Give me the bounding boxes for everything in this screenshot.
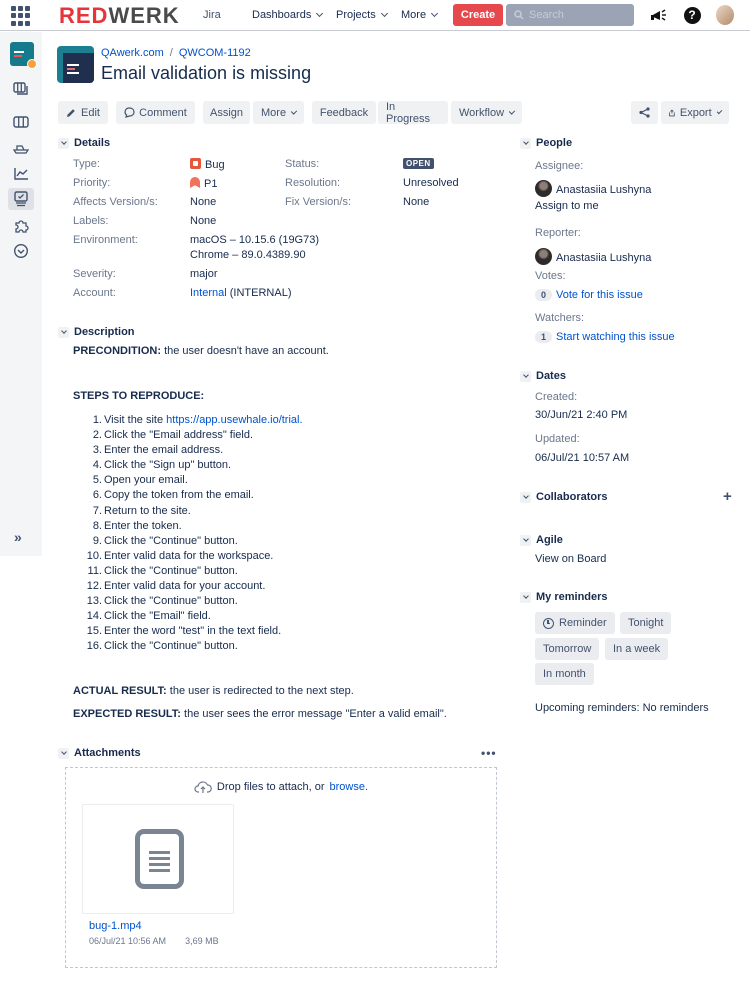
affects-version-label: Affects Version/s: bbox=[73, 196, 158, 208]
chevron-down-icon bbox=[58, 138, 69, 149]
search-box[interactable] bbox=[506, 4, 634, 26]
attachment-date: 06/Jul/21 10:56 AM bbox=[89, 936, 167, 946]
project-avatar[interactable] bbox=[57, 46, 94, 83]
top-navigation bbox=[0, 0, 750, 31]
feedback-button[interactable]: Feedback bbox=[312, 101, 376, 124]
environment-line-1: macOS – 10.15.6 (19G73) bbox=[190, 234, 320, 246]
step-item: 1. Visit the site https://app.usewhale.io/trial. bbox=[92, 414, 303, 426]
attachments-more-options-icon[interactable]: ••• bbox=[481, 746, 497, 760]
account-link[interactable]: Internal bbox=[190, 287, 227, 299]
chevron-down-icon bbox=[58, 748, 69, 759]
step-item: 11. Click the "Continue" button. bbox=[87, 564, 238, 577]
browse-link[interactable]: browse. bbox=[329, 781, 369, 793]
reminder-week-button[interactable]: In a week bbox=[605, 638, 668, 660]
attachment-thumbnail[interactable] bbox=[82, 804, 234, 914]
precondition: PRECONDITION: the user doesn't have an account. bbox=[73, 345, 329, 357]
export-icon bbox=[669, 107, 675, 119]
chevron-down-icon bbox=[520, 371, 531, 382]
expand-sidebar-button[interactable]: » bbox=[14, 529, 22, 545]
edit-button[interactable]: Edit bbox=[58, 101, 108, 124]
attachment-file-link[interactable]: bug-1.mp4 bbox=[89, 920, 142, 932]
step-item: 4. Click the "Sign up" button. bbox=[92, 459, 232, 472]
step-item: 5. Open your email. bbox=[92, 474, 188, 487]
fix-version-value[interactable]: None bbox=[403, 196, 430, 208]
account-label: Account: bbox=[73, 287, 116, 299]
chevron-down-icon bbox=[431, 10, 438, 17]
step-item: 9. Click the "Continue" button. bbox=[92, 534, 238, 547]
nav-dashboards[interactable]: Dashboards bbox=[252, 9, 322, 21]
assign-to-me-link[interactable]: Assign to me bbox=[535, 200, 599, 212]
type-label: Type: bbox=[73, 158, 100, 170]
labels-value[interactable]: None bbox=[190, 215, 217, 227]
user-avatar[interactable] bbox=[716, 6, 734, 24]
clock-icon bbox=[543, 618, 554, 629]
pencil-icon bbox=[66, 108, 76, 118]
add-collaborator-icon[interactable]: + bbox=[723, 488, 732, 505]
attachment-size: 3,69 MB bbox=[185, 936, 219, 946]
step-item: 3. Enter the email address. bbox=[92, 444, 224, 457]
type-value: Bug bbox=[190, 158, 225, 171]
more-chevron-circle-icon[interactable] bbox=[8, 240, 34, 262]
chevron-down-icon bbox=[381, 10, 388, 17]
releases-ship-icon[interactable] bbox=[8, 137, 34, 159]
attachment-meta bbox=[89, 936, 219, 946]
breadcrumb-project-link[interactable]: QAwerk.com bbox=[101, 47, 164, 59]
resolution-value: Unresolved bbox=[403, 177, 459, 189]
affects-version-value[interactable]: None bbox=[190, 196, 217, 208]
reminder-tomorrow-button[interactable]: Tomorrow bbox=[535, 638, 599, 660]
upcoming-reminders: Upcoming reminders: No reminders bbox=[535, 702, 709, 714]
expected-result: EXPECTED RESULT: the user sees the error message "Enter a valid email". bbox=[73, 708, 447, 720]
attachment-dropzone[interactable] bbox=[65, 767, 497, 968]
votes-label: Votes: bbox=[535, 270, 566, 282]
description-section-toggle[interactable]: Description bbox=[58, 326, 135, 338]
nav-projects[interactable]: Projects bbox=[336, 9, 387, 21]
watch-link[interactable]: Start watching this issue bbox=[556, 331, 675, 343]
updated-value: 06/Jul/21 10:57 AM bbox=[535, 452, 630, 464]
chevron-down-icon bbox=[291, 108, 297, 114]
breadcrumb-issue-link[interactable]: QWCOM-1192 bbox=[178, 47, 251, 59]
project-sidebar bbox=[0, 32, 42, 556]
share-icon bbox=[639, 107, 650, 118]
chevron-down-icon bbox=[520, 138, 531, 149]
workflow-button[interactable]: Workflow bbox=[451, 101, 522, 124]
comment-button[interactable]: Comment bbox=[116, 101, 195, 124]
priority-label: Priority: bbox=[73, 177, 111, 189]
breadcrumb-separator: / bbox=[169, 47, 173, 59]
environment-label: Environment: bbox=[73, 234, 138, 246]
steps-heading: STEPS TO REPRODUCE: bbox=[73, 390, 205, 402]
created-value: 30/Jun/21 2:40 PM bbox=[535, 409, 628, 421]
created-label: Created: bbox=[535, 391, 578, 403]
step-item: 2. Click the "Email address" field. bbox=[92, 429, 254, 442]
chevron-down-icon bbox=[716, 108, 722, 114]
resolution-label: Resolution: bbox=[285, 177, 341, 189]
upload-cloud-icon bbox=[194, 780, 212, 794]
add-ons-puzzle-icon[interactable] bbox=[8, 215, 34, 237]
steps-list bbox=[80, 413, 303, 655]
assignee-value[interactable]: Anastasiia Lushyna bbox=[535, 180, 651, 197]
step-item: 16. Click the "Continue" button. bbox=[86, 640, 238, 653]
view-on-board-link[interactable]: View on Board bbox=[535, 553, 607, 565]
document-file-icon bbox=[135, 829, 184, 889]
people-section-toggle[interactable]: People bbox=[520, 137, 572, 149]
vote-link[interactable]: Vote for this issue bbox=[556, 289, 643, 301]
collaborators-section-toggle[interactable]: Collaborators bbox=[520, 491, 608, 503]
fix-version-label: Fix Version/s: bbox=[285, 196, 352, 208]
assignee-label: Assignee: bbox=[535, 160, 584, 172]
logo-product: Jira bbox=[203, 9, 221, 21]
updated-label: Updated: bbox=[535, 433, 580, 445]
chevron-down-icon bbox=[509, 108, 515, 114]
votes-value bbox=[535, 289, 643, 301]
reminder-tonight-button[interactable]: Tonight bbox=[620, 612, 671, 634]
step-item: 14. Click the "Email" field. bbox=[86, 610, 211, 623]
watchers-count: 1 bbox=[535, 331, 552, 343]
search-input[interactable] bbox=[529, 9, 629, 21]
create-button[interactable]: Create bbox=[453, 4, 503, 26]
app-switcher-icon[interactable] bbox=[11, 6, 31, 26]
step-item: 8. Enter the token. bbox=[92, 519, 182, 532]
share-button[interactable] bbox=[631, 101, 658, 124]
assignee-avatar bbox=[535, 180, 552, 197]
reporter-avatar bbox=[535, 248, 552, 265]
dates-section-toggle[interactable]: Dates bbox=[520, 370, 566, 382]
step-item: 15. Enter the word "test" in the text field. bbox=[86, 625, 282, 638]
attachments-section-toggle[interactable]: Attachments bbox=[58, 747, 141, 759]
chevron-down-icon bbox=[520, 535, 531, 546]
bug-icon bbox=[190, 158, 201, 169]
watchers-label: Watchers: bbox=[535, 312, 585, 324]
actual-result: ACTUAL RESULT: the user is redirected to the next step. bbox=[73, 685, 354, 697]
reports-chart-icon[interactable] bbox=[8, 163, 34, 185]
dropzone-text: Drop files to attach, or browse. bbox=[66, 780, 496, 794]
notifications-megaphone-icon[interactable] bbox=[649, 6, 667, 24]
issues-icon[interactable] bbox=[8, 188, 34, 210]
chevron-down-icon bbox=[520, 592, 531, 603]
chevron-down-icon bbox=[520, 492, 531, 503]
step-item: 10. Enter valid data for the workspace. bbox=[86, 549, 274, 562]
reminder-button[interactable]: Reminder bbox=[535, 612, 615, 634]
in-progress-button[interactable]: In Progress bbox=[378, 101, 448, 124]
export-button[interactable]: Export bbox=[661, 101, 729, 124]
reminder-month-button[interactable]: In month bbox=[535, 663, 594, 685]
logo[interactable]: REDWERK bbox=[59, 3, 180, 28]
step-item: 6. Copy the token from the email. bbox=[92, 489, 254, 502]
step-item: 13. Click the "Continue" button. bbox=[86, 595, 238, 608]
severity-value[interactable]: major bbox=[190, 268, 218, 280]
votes-count: 0 bbox=[535, 289, 552, 301]
help-icon[interactable]: ? bbox=[683, 6, 701, 24]
watchers-value bbox=[535, 331, 675, 343]
chevron-down-icon bbox=[316, 10, 323, 17]
search-icon bbox=[514, 10, 524, 20]
board-icon[interactable] bbox=[8, 111, 34, 133]
breadcrumb bbox=[101, 47, 251, 59]
chevron-down-icon bbox=[58, 327, 69, 338]
backlog-icon[interactable] bbox=[8, 78, 34, 100]
nav-more[interactable]: More bbox=[401, 9, 437, 21]
reminders-section-toggle[interactable]: My reminders bbox=[520, 591, 608, 603]
issue-title[interactable]: Email validation is missing bbox=[101, 63, 312, 83]
assign-button[interactable]: Assign bbox=[203, 101, 250, 124]
reporter-label: Reporter: bbox=[535, 227, 581, 239]
trial-link[interactable]: https://app.usewhale.io/trial bbox=[166, 414, 300, 426]
priority-value: P1 bbox=[190, 177, 217, 190]
labels-label: Labels: bbox=[73, 215, 109, 227]
step-item: 12. Enter valid data for your account. bbox=[86, 580, 266, 593]
severity-label: Severity: bbox=[73, 268, 116, 280]
agile-section-toggle[interactable]: Agile bbox=[520, 534, 563, 546]
more-actions-button[interactable]: More bbox=[253, 101, 304, 124]
status-label: Status: bbox=[285, 158, 320, 170]
account-value: Internal (INTERNAL) bbox=[190, 287, 292, 299]
step-item: 7. Return to the site. bbox=[92, 504, 191, 517]
priority-icon bbox=[190, 177, 200, 188]
environment-line-2: Chrome – 89.0.4389.90 bbox=[190, 249, 306, 261]
status-badge: OPEN bbox=[403, 158, 434, 169]
details-section-toggle[interactable]: Details bbox=[58, 137, 110, 149]
comment-icon bbox=[124, 107, 135, 118]
project-avatar-icon[interactable] bbox=[10, 42, 34, 66]
reporter-value[interactable]: Anastasiia Lushyna bbox=[535, 248, 651, 265]
